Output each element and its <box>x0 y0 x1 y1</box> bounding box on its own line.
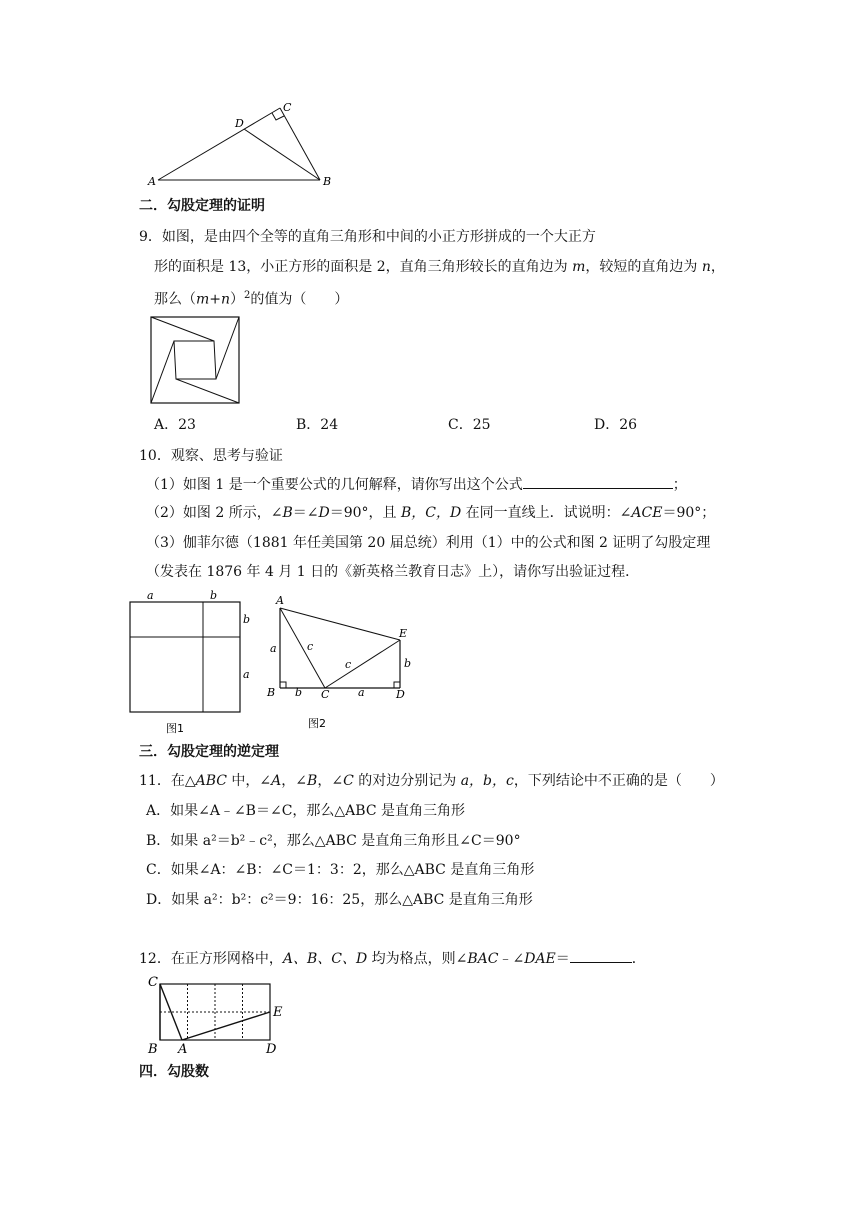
question-9-line2: 形的面积是 13，小正方形的面积是 2，直角三角形较长的直角边为 m，较短的直角边为 n， <box>154 259 725 275</box>
fig2-label-c-right: c <box>345 658 352 671</box>
question-10-part2: （2）如图 2 所示，∠B＝∠D＝90°，且 B，C，D 在同一直线上．试说明：∠ACE＝90°； <box>146 505 716 521</box>
question-11-option-a[interactable]: A．如果∠A﹣∠B＝∠C，那么△ABC 是直角三角形 <box>146 803 465 819</box>
fig1-label-a-side: a <box>243 668 250 681</box>
grid-label-a: A <box>178 1042 188 1057</box>
fig2-label-b-side: b <box>404 657 412 670</box>
figure-2-trapezoid <box>262 590 422 736</box>
label-c: C <box>283 101 292 114</box>
figure-square-grid <box>144 972 294 1056</box>
fig2-label-b-point: B <box>267 686 276 699</box>
fig2-label-b-base: b <box>295 686 303 699</box>
question-10-part3-cont: （发表在 1876 年 4 月 1 日的《新英格兰教育日志》上），请你写出验证过程． <box>146 564 640 580</box>
answer-blank-angle[interactable] <box>570 948 632 963</box>
question-12-number: 12． <box>139 951 171 967</box>
fig2-label-d-point: D <box>396 688 405 701</box>
fig1-caption: 图1 <box>166 722 184 735</box>
figure-triangle-abd <box>140 96 350 196</box>
question-9-option-c[interactable]: C．25 <box>448 417 491 433</box>
fig2-label-c-point: C <box>321 688 330 701</box>
fig2-label-a-side: a <box>270 642 277 655</box>
question-11-stem: 11．在△ABC 中，∠A，∠B，∠C 的对边分别记为 a，b，c，下列结论中不正确的是（ ） <box>139 773 724 789</box>
question-10-part1: （1）如图 1 是一个重要公式的几何解释，请你写出这个公式 ； <box>146 474 687 495</box>
fig2-label-a-base: a <box>358 686 365 699</box>
question-9-option-a[interactable]: A．23 <box>154 417 196 433</box>
question-11-number: 11． <box>139 773 171 789</box>
question-12-stem: 12．在正方形网格中，A、B、C、D 均为格点，则∠BAC﹣∠DAE＝ ． <box>139 948 646 969</box>
grid-label-e: E <box>273 1005 283 1020</box>
label-b: B <box>323 175 332 188</box>
fig2-label-e-point: E <box>399 627 408 640</box>
question-9-number: 9． <box>139 229 162 245</box>
grid-label-c: C <box>148 975 158 990</box>
figure-pinwheel-square <box>150 316 242 406</box>
fig1-label-a-top: a <box>147 589 154 602</box>
question-10-number: 10． <box>139 448 171 464</box>
question-9-line1: 9．如图，是由四个全等的直角三角形和中间的小正方形拼成的一个大正方 <box>139 229 596 245</box>
grid-label-d: D <box>266 1042 277 1057</box>
fig2-label-a-point: A <box>276 594 284 607</box>
answer-blank-formula[interactable] <box>523 474 673 489</box>
question-9-option-b[interactable]: B．24 <box>296 417 339 433</box>
section-2-title: 二．勾股定理的证明 <box>139 198 265 214</box>
label-a: A <box>148 175 156 188</box>
figure-1-square-expansion <box>126 589 251 736</box>
question-10-title: 10．观察、思考与验证 <box>139 448 283 464</box>
section-3-title: 三．勾股定理的逆定理 <box>139 744 279 760</box>
grid-label-b: B <box>148 1042 158 1057</box>
question-11-option-d[interactable]: D．如果 a²：b²：c²＝9：16：25，那么△ABC 是直角三角形 <box>146 892 533 908</box>
fig2-caption: 图2 <box>308 717 326 730</box>
question-11-option-c[interactable]: C．如果∠A：∠B：∠C＝1：3：2，那么△ABC 是直角三角形 <box>146 862 535 878</box>
section-4-title: 四．勾股数 <box>139 1064 209 1080</box>
fig1-label-b-side: b <box>243 613 251 626</box>
question-11-option-b[interactable]: B．如果 a²＝b²﹣c²，那么△ABC 是直角三角形且∠C＝90° <box>146 833 521 849</box>
fig1-label-b-top: b <box>210 589 218 602</box>
fig2-label-c-left: c <box>307 640 314 653</box>
question-10-part3: （3）伽菲尔德（1881 年任美国第 20 届总统）利用（1）中的公式和图 2 证明了勾股定理 <box>146 535 711 551</box>
question-9-option-d[interactable]: D．26 <box>594 417 638 433</box>
question-9-line3: 那么$(m+n)^2$的值为（ ） <box>154 290 349 308</box>
label-d: D <box>235 117 244 130</box>
